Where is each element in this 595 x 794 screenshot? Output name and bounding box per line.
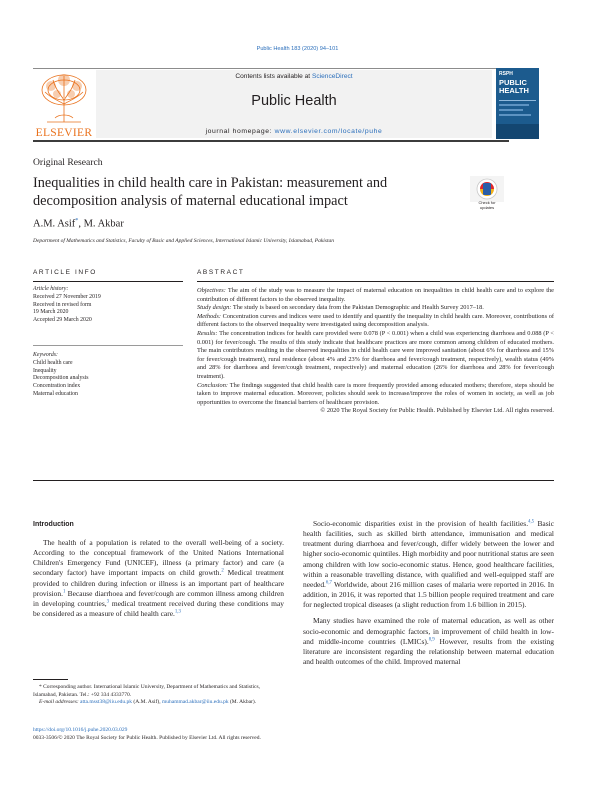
conclusion-label: Conclusion: xyxy=(197,381,229,389)
footnote-rule xyxy=(33,679,68,680)
email-link[interactable]: atta.msst38@iiu.edu.pk xyxy=(80,699,133,706)
keyword: Maternal education xyxy=(33,390,78,397)
doi-link[interactable]: https://doi.org/10.1016/j.puhe.2020.03.029 xyxy=(33,727,128,733)
results-label: Results: xyxy=(197,329,218,337)
results-text: The concentration indices for health care provided were 0.078 (P < 0.001) when a child was experiencing diarrhoea and 0.088 (P < 0.001) for fever/cough. The results of this study indicate that healthcare practices are more common among children of educated mothers. The main contributors resulting in the observed inequalities in child health care were improved sanitation (about 6% for diarrhoea and 15% for fever/cough treatment), rural residence (about 4% and 23% for diarrhoea and fever/cough treatment, respectively), wealth status (49% and 28% for diarrhoea and fever/cough treatment, respectively) and maternal education (26% for diarrhoea and 28% for fever/cough treatment). xyxy=(197,329,554,380)
citation-link[interactable]: 3 xyxy=(106,599,109,605)
citation-link[interactable]: 4,5 xyxy=(528,519,535,525)
citation-link[interactable]: 1 xyxy=(62,589,66,595)
body-column-left xyxy=(33,538,284,619)
homepage-prefix: journal homepage: xyxy=(205,128,275,135)
text-run: Many studies have examined the role of maternal education, as well as other socio-economic and demographic factors, in improvement of child health in low- and middle-income countries (LMICs). xyxy=(303,616,554,646)
keyword: Inequality xyxy=(33,367,57,374)
journal-title: Public Health xyxy=(251,93,337,109)
cover-health: HEALTH xyxy=(499,86,529,95)
text-run: Worldwide, about 216 million cases of malaria were reported in 2016. In addition, in 2016, it was reported that 1.5 billion people required treatment and care for neglected tropical diseases (a slight reduction from 1.6 billion in 2015). xyxy=(303,579,554,610)
design-text: The study is based on secondary data from the Pakistan Demographic and Health Survey 2017–18. xyxy=(231,304,484,312)
email-owner: (M. Akbar). xyxy=(228,699,257,706)
journal-cover-thumbnail xyxy=(496,68,539,139)
publisher-name: ELSEVIER xyxy=(35,127,93,139)
body-column-right xyxy=(303,519,554,667)
introduction-heading: Introduction xyxy=(33,521,74,528)
cover-footer xyxy=(496,124,539,139)
citation-link[interactable]: 8,9 xyxy=(428,637,435,643)
email-link[interactable]: muhammad.akbar@iiu.edu.pk xyxy=(161,699,229,706)
crossmark-line2: updates xyxy=(479,204,495,210)
keywords-block xyxy=(33,352,183,399)
history-item: Received in revised form xyxy=(33,301,92,308)
abstract-objectives xyxy=(197,287,554,304)
article-info-heading: ARTICLE INFO xyxy=(33,269,97,276)
citation-link[interactable]: 2 xyxy=(221,568,224,574)
text-run: medical treatment received during these conditions may be considered as a measure of child health care. xyxy=(33,598,284,619)
abstract-rule xyxy=(197,281,554,282)
cover-public: PUBLIC xyxy=(499,78,527,87)
email-owner: (A.M. Asif), xyxy=(132,699,162,706)
paragraph xyxy=(303,616,554,667)
check-for-updates-badge[interactable] xyxy=(470,176,504,212)
email-label: E-mail addresses: xyxy=(39,699,79,706)
author-list xyxy=(33,218,124,230)
sciencedirect-link[interactable]: ScienceDirect xyxy=(311,73,353,80)
paragraph xyxy=(303,519,554,610)
history-item: 19 March 2020 xyxy=(33,309,69,316)
citation-link[interactable]: 1,3 xyxy=(174,609,181,615)
abstract-bottom-rule xyxy=(33,480,554,481)
design-label: Study design: xyxy=(197,304,232,312)
abstract-design xyxy=(197,304,554,313)
keyword: Decomposition analysis xyxy=(33,375,89,382)
abstract-copyright: © 2020 The Royal Society for Public Health. Published by Elsevier Ltd. All rights reserved. xyxy=(320,407,554,415)
history-item: Accepted 29 March 2020 xyxy=(33,317,92,324)
footnote-text: Corresponding author. International Islamic University, Department of Mathematics and Statistics, Islamabad, Pakistan. Tel.: +92 334 4333770. xyxy=(33,684,260,698)
footnote-mark: * xyxy=(39,684,42,690)
methods-text: Concentration curves and indices were used to identify and quantify the inequality in child health care. Moreover, contributions of different factors to the observed inequality were investigated using decomposition analysis. xyxy=(197,312,554,329)
corresponding-author-footnote xyxy=(33,684,284,707)
affiliation: Department of Mathematics and Statistics, Faculty of Basic and Applied Sciences, International Islamic University, Islamabad, Pakistan xyxy=(33,238,334,244)
text-run: Basic health facilities, such as skilled birth attendance, immunisation and medical treatment during diarrhoea and fever/cough, differ widely between the lower and higher socio-economic quintiles. High morbidity and poor nutritional status are seen among children with low socio-economic status. Hence, good healthcare facilities, within a reasonable travelling distance, with qualified and well-equipped staff are needed. xyxy=(303,519,554,589)
history-divider xyxy=(33,345,183,346)
text-run: Socio-economic disparities exist in the provision of health facilities. xyxy=(313,519,529,528)
cover-rsph: RSPH xyxy=(499,71,513,77)
objectives-label: Objectives: xyxy=(197,287,226,294)
cover-divider xyxy=(499,100,536,101)
keyword: Child health care xyxy=(33,359,73,366)
abstract-body xyxy=(197,287,554,416)
abstract-heading: ABSTRACT xyxy=(197,269,245,276)
methods-label: Methods: xyxy=(197,312,221,320)
cover-stripe xyxy=(499,104,529,106)
crossmark-line1: Check for xyxy=(478,200,496,205)
keywords-label: Keywords: xyxy=(33,352,58,358)
contents-prefix: Contents lists available at xyxy=(235,73,312,80)
history-item: Received 27 November 2019 xyxy=(33,293,101,300)
keyword: Concentration index xyxy=(33,383,81,390)
header-top-rule xyxy=(33,68,509,69)
doi-block xyxy=(33,727,554,742)
article-type: Original Research xyxy=(33,157,103,168)
paragraph xyxy=(33,538,284,619)
journal-reference[interactable]: Public Health 183 (2020) 94–101 xyxy=(256,46,339,52)
crossmark-icon xyxy=(470,176,504,202)
text-run: Medical treatment provided to children during infection or illness is an important part of healthcare provision. xyxy=(33,568,284,598)
objectives-text: The aim of the study was to measure the impact of maternal education on inequalities in child health care and to explore the contribution of different factors to the observed inequality. xyxy=(197,287,554,303)
history-label: Article history: xyxy=(33,286,69,292)
conclusion-text: The findings suggested that child health care is more frequently provided among educated mothers; therefore, steps should be taken to improve maternal education. Moreover, policies should seek to increase/improve the roles of women in society, as well as job opportunities to overcome the financial barriers of healthcare provision. xyxy=(197,381,554,406)
contents-line xyxy=(96,73,492,80)
citation-link[interactable]: 6,7 xyxy=(325,580,332,586)
abstract-conclusion xyxy=(197,382,554,408)
issn-line: 0033-3506/© 2020 The Royal Society for Public Health. Published by Elsevier Ltd. All rights reserved. xyxy=(33,734,261,741)
author-name: A.M. Asif xyxy=(33,218,76,230)
journal-homepage-line xyxy=(96,128,492,135)
text-run: The health of a population is related to the overall well-being of a society. According to the conceptual framework of the United Nations International Children's Emergency Fund (UNICEF), illness (a primary factor) and care (a secondary factor) have important impacts on child growth. xyxy=(33,538,284,578)
text-run: Because diarrhoea and fever/cough are common illness among children in developing countries, xyxy=(33,588,284,608)
crossmark-label xyxy=(470,201,504,210)
text-run: However, results from the existing literature are inconsistent regarding the relationship between maternal education and health outcomes of the child. Improved maternal xyxy=(303,636,554,667)
author-name: , M. Akbar xyxy=(78,218,124,230)
article-history xyxy=(33,286,183,325)
abstract-results xyxy=(197,330,554,382)
homepage-link[interactable]: www.elsevier.com/locate/puhe xyxy=(274,128,383,135)
cover-stripe xyxy=(499,114,531,116)
abstract-methods xyxy=(197,313,554,330)
corresponding-author-mark[interactable]: * xyxy=(75,218,79,224)
article-title: Inequalities in child health care in Pakistan: measurement and decomposition analysis of maternal educational impact xyxy=(33,175,388,209)
header-bottom-rule xyxy=(33,140,509,142)
cover-stripe xyxy=(499,109,523,111)
article-info-rule xyxy=(33,281,183,282)
